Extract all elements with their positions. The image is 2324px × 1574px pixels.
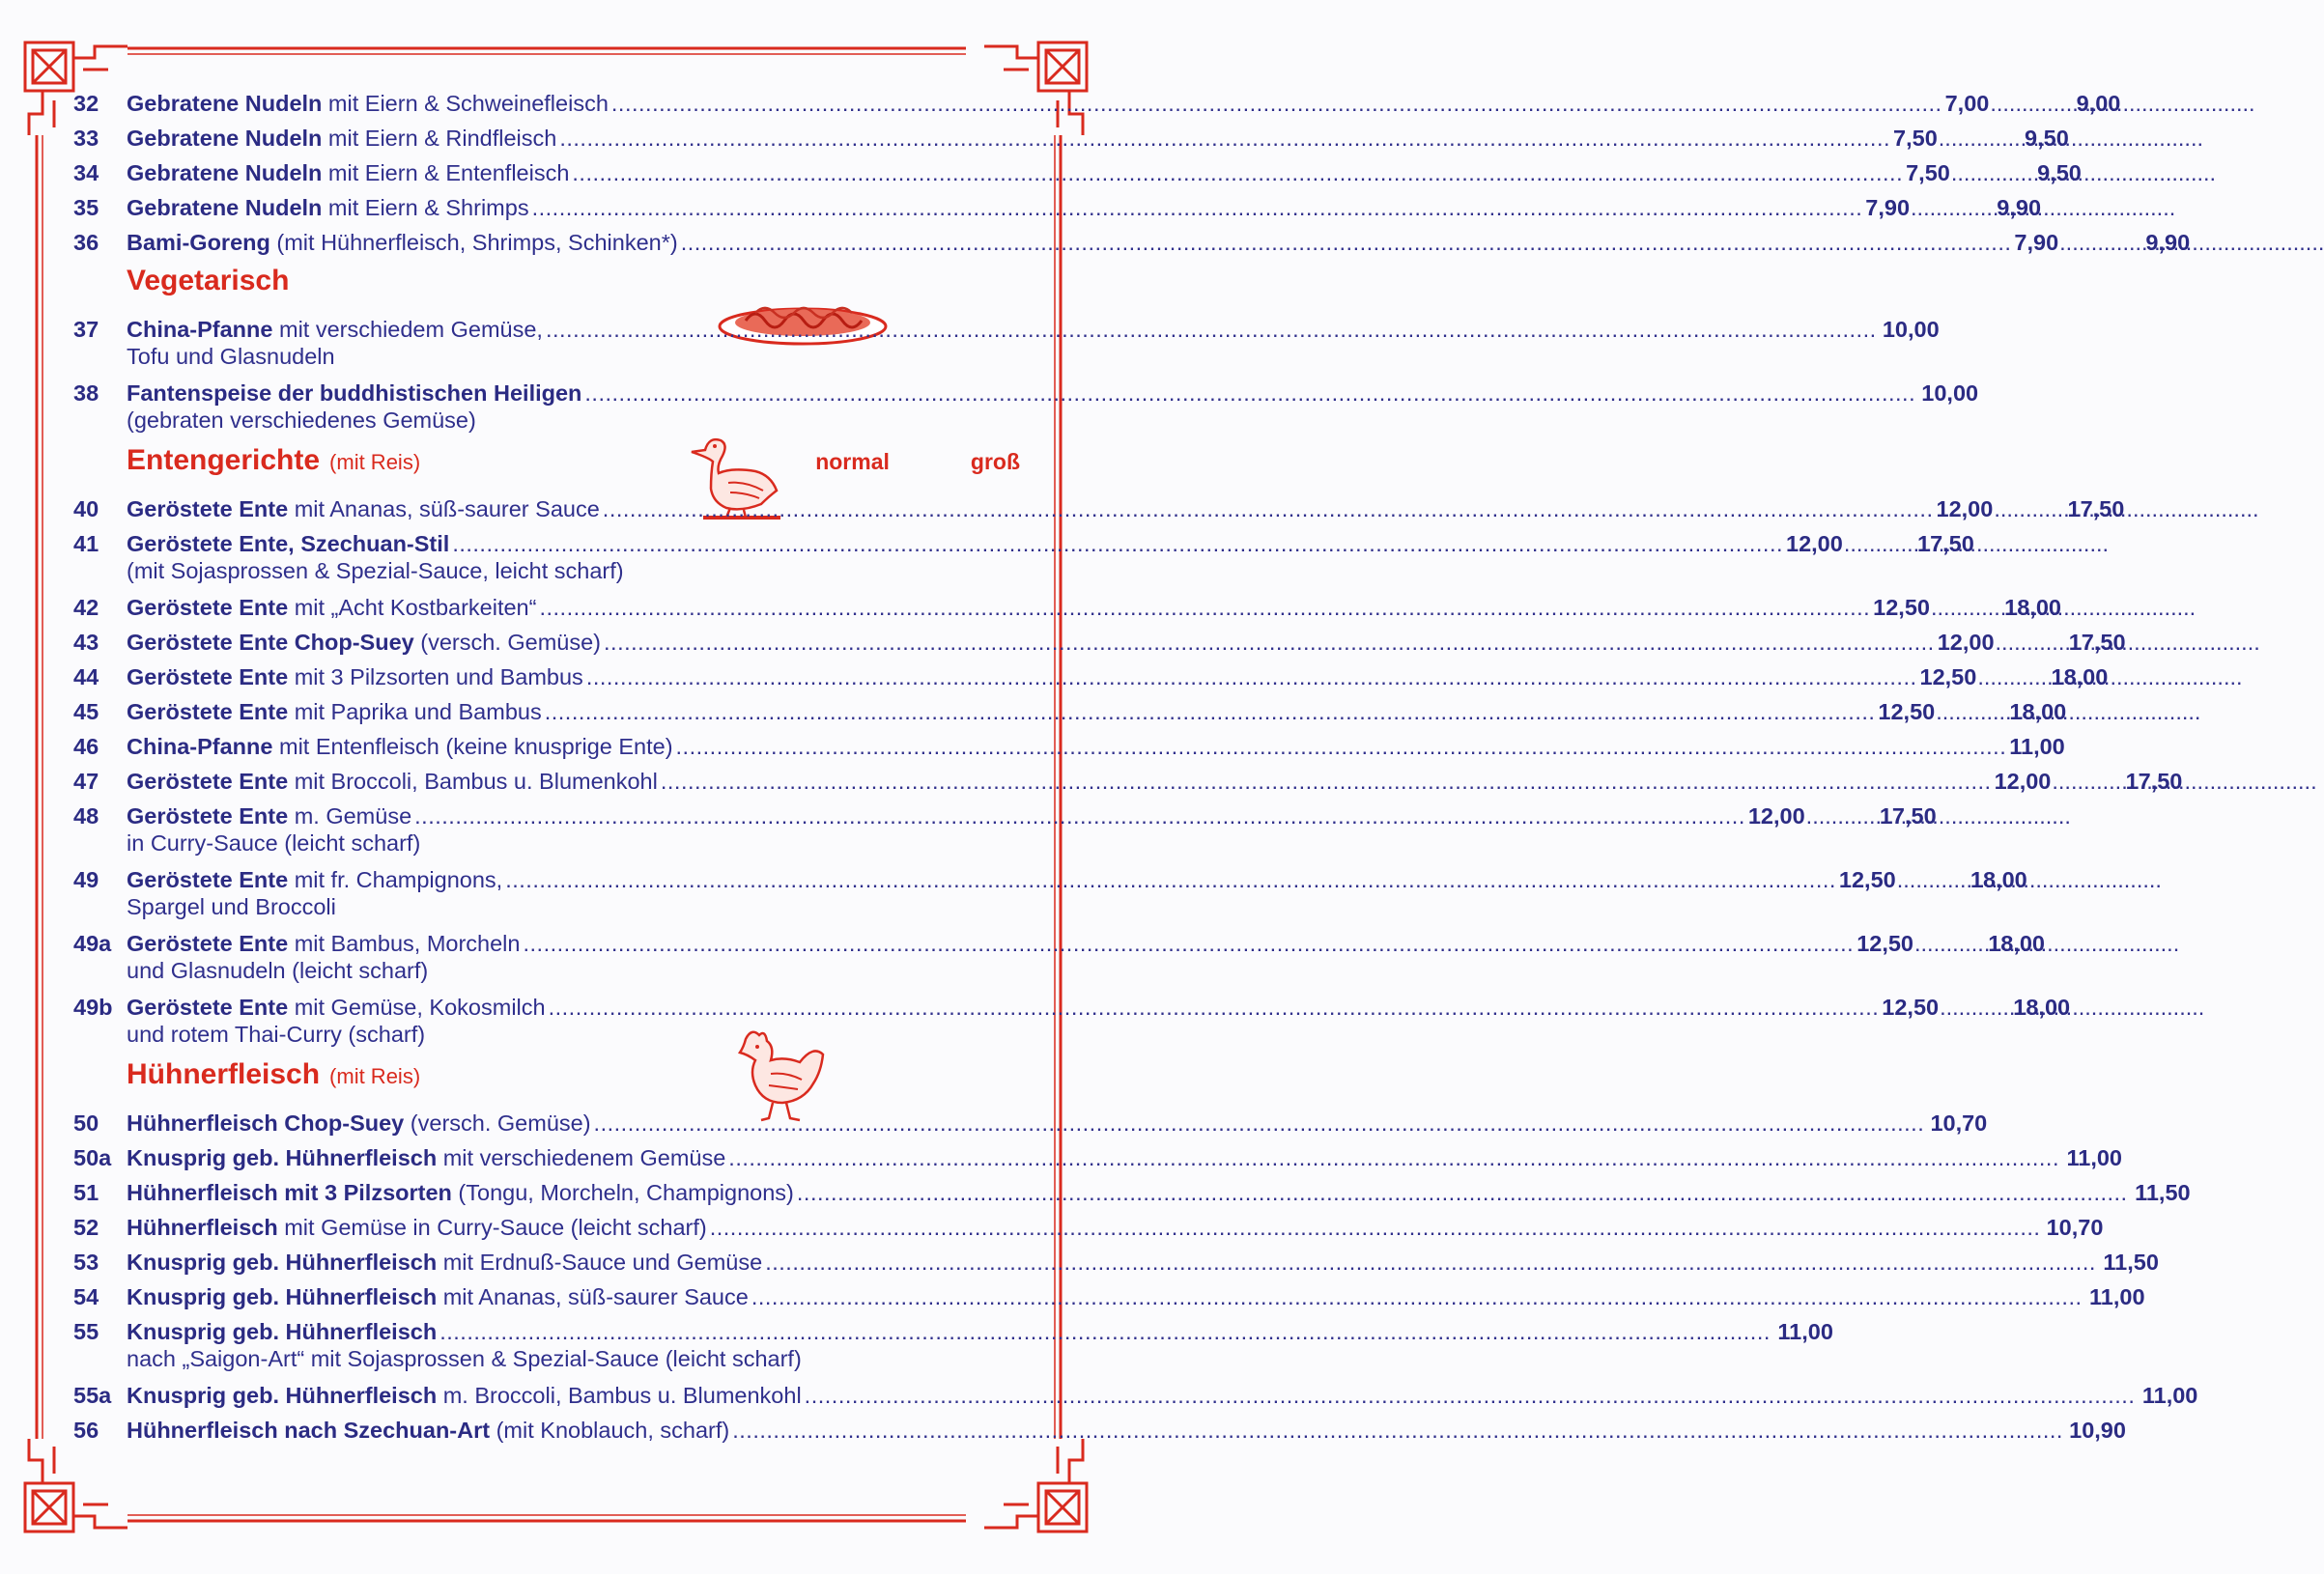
section-title: Hühnerfleisch: [127, 1058, 321, 1090]
price: 10,70: [2046, 1215, 2104, 1240]
item-details: mit verschiedenem Gemüse: [437, 1145, 726, 1170]
price-normal: 7,00: [1944, 91, 1990, 116]
item-details: (versch. Gemüse): [413, 630, 602, 655]
leader-dots: [2059, 230, 2129, 256]
leader-dots: [1939, 126, 2008, 152]
item-details: m. Broccoli, Bambus u. Blumenkohl: [437, 1383, 802, 1408]
item-name: Gebratene Nudeln: [127, 160, 323, 185]
leader-dots: [1806, 803, 1876, 829]
price-large: 9,90: [2145, 230, 2191, 255]
item-subline: (mit Sojasprossen & Spezial-Sauce, leicht scharf): [127, 558, 624, 583]
menu-item-line: [73, 699, 2067, 734]
item-number: 50a: [73, 1145, 112, 1170]
leader-dots: [604, 630, 1935, 656]
leader-dots: [414, 803, 1745, 829]
menu-item-line: [73, 1215, 2104, 1250]
leader-dots: [1844, 531, 1913, 557]
leader-dots: [797, 1180, 2128, 1206]
item-name: Geröstete Ente: [127, 664, 289, 689]
column-header-gross: groß: [970, 449, 1020, 474]
leader-dots: [765, 1250, 2096, 1276]
item-name: Knusprig geb. Hühnerfleisch: [127, 1319, 438, 1344]
leader-dots: [805, 1383, 2136, 1409]
menu-item: [73, 931, 2045, 987]
menu-item: [73, 317, 1940, 373]
item-number: 45: [73, 699, 99, 724]
item-number: 43: [73, 630, 99, 655]
leader-dots: [1911, 195, 1980, 221]
menu-item: [73, 1180, 2191, 1215]
item-name: Hühnerfleisch nach Szechuan-Art: [127, 1418, 491, 1443]
menu-item: [73, 1145, 2122, 1180]
item-description: [127, 595, 536, 621]
menu-item-line: [73, 1180, 2191, 1215]
menu-item: [73, 1110, 1988, 1145]
price: 11,50: [2103, 1250, 2159, 1275]
item-details: mit Eiern & Entenfleisch: [322, 160, 570, 185]
price-large: 9,50: [2025, 126, 2069, 151]
item-description: [127, 126, 556, 152]
leader-dots: [1914, 931, 1984, 957]
menu-section: [73, 91, 2191, 265]
item-description: [127, 1418, 729, 1444]
price-large: 18,00: [1970, 867, 2027, 892]
item-number: 54: [73, 1284, 99, 1309]
item-number: 50: [73, 1110, 99, 1136]
item-name: Geröstete Ente: [127, 699, 289, 724]
item-subline: in Curry-Sauce (leicht scharf): [127, 830, 421, 856]
price-normal: 12,00: [1937, 630, 1995, 655]
menu-item: [73, 496, 2125, 531]
item-description: [127, 91, 609, 117]
item-name: Knusprig geb. Hühnerfleisch: [127, 1250, 438, 1275]
leader-dots: [572, 160, 1903, 186]
item-description: [127, 769, 658, 795]
item-name: Geröstete Ente: [127, 769, 289, 794]
leader-dots: [539, 595, 1870, 621]
menu-item-line: [73, 595, 2061, 630]
menu-content: [73, 91, 2198, 1452]
section-title: Vegetarisch: [127, 265, 290, 296]
price-normal: 12,00: [1747, 803, 1805, 829]
item-number: 40: [73, 496, 99, 521]
item-name: China-Pfanne: [127, 317, 273, 342]
item-description: [127, 531, 449, 557]
item-number: 32: [73, 91, 99, 116]
menu-item: [73, 195, 2042, 230]
item-details: mit Paprika und Bambus: [288, 699, 542, 724]
section-heading: [73, 444, 1020, 496]
item-description: [127, 1180, 794, 1206]
item-description: [127, 1110, 591, 1137]
price-large: 9,50: [2037, 160, 2082, 185]
item-details: mit „Acht Kostbarkeiten“: [288, 595, 537, 620]
leader-dots: [728, 1145, 2059, 1171]
price-large: 17,50: [2067, 496, 2125, 521]
menu-item-line: [73, 195, 2042, 230]
price-normal: 12,50: [1878, 699, 1936, 724]
price: 11,00: [2141, 1383, 2198, 1408]
leader-dots: [751, 1284, 2083, 1310]
leader-dots: [523, 931, 1854, 957]
item-details: mit Ananas, süß-saurer Sauce: [288, 496, 600, 521]
item-details: mit Ananas, süß-saurer Sauce: [437, 1284, 749, 1309]
item-number: 51: [73, 1180, 99, 1205]
menu-item-line: [73, 160, 2082, 195]
item-details: mit Eiern & Shrimps: [322, 195, 529, 220]
item-description: [127, 317, 543, 343]
price-normal: 12,50: [1856, 931, 1913, 956]
item-details: mit Eiern & Rindfleisch: [322, 126, 557, 151]
price-normal: 7,50: [1906, 160, 1950, 185]
price-column-headers: [815, 449, 1020, 475]
item-name: Hühnerfleisch Chop-Suey: [127, 1110, 405, 1136]
item-details: (mit Knoblauch, scharf): [490, 1418, 730, 1443]
menu-item: [73, 769, 2183, 803]
leader-dots: [661, 769, 1992, 795]
section-note: (mit Reis): [329, 450, 421, 474]
menu-item-line: [73, 91, 2121, 126]
item-description: [127, 160, 569, 186]
price-normal: 12,00: [1936, 496, 1994, 521]
menu-item-line: [73, 1418, 2126, 1452]
item-name: China-Pfanne: [127, 734, 273, 759]
item-number: 41: [73, 531, 99, 556]
menu-item-line: [73, 496, 2125, 531]
menu-item: [73, 630, 2126, 664]
price-normal: 12,50: [1838, 867, 1896, 892]
item-subline: Tofu und Glasnudeln: [127, 344, 335, 369]
menu-item-line: [73, 664, 2109, 699]
item-name: Knusprig geb. Hühnerfleisch: [127, 1145, 438, 1170]
item-description: [127, 380, 581, 407]
menu-item: [73, 734, 2065, 769]
menu-item: [73, 126, 2069, 160]
item-details: mit Erdnuß-Sauce und Gemüse: [437, 1250, 763, 1275]
section-title: Entengerichte: [127, 444, 321, 476]
item-name: Fantenspeise der buddhistischen Heiligen: [127, 380, 582, 406]
price-normal: 12,50: [1882, 995, 1940, 1020]
item-name: Gebratene Nudeln: [127, 126, 323, 151]
menu-item-line: [73, 230, 2191, 265]
menu-item-line: [73, 1383, 2198, 1418]
item-number: 55a: [73, 1383, 112, 1408]
price-large: 18,00: [2009, 699, 2067, 724]
item-name: Geröstete Ente, Szechuan-Stil: [127, 531, 450, 556]
leader-dots: [676, 734, 2007, 760]
price-normal: 7,50: [1893, 126, 1938, 151]
leader-dots: [710, 1215, 2041, 1241]
item-details: mit verschiedem Gemüse,: [272, 317, 543, 342]
leader-dots: [549, 995, 1880, 1021]
item-name: Geröstete Ente: [127, 496, 289, 521]
leader-dots: [603, 496, 1934, 522]
price: 10,00: [1921, 380, 1979, 406]
item-number: 37: [73, 317, 99, 342]
item-number: 48: [73, 803, 99, 829]
leader-dots: [1936, 699, 2005, 725]
menu-item: [73, 160, 2082, 195]
leader-dots: [1931, 595, 2000, 621]
price-large: 17,50: [2125, 769, 2183, 794]
item-number: 55: [73, 1319, 99, 1344]
item-name: Geröstete Ente Chop-Suey: [127, 630, 414, 655]
leader-dots: [611, 91, 1942, 117]
item-details: (Tongu, Morcheln, Champignons): [451, 1180, 794, 1205]
menu-item: [73, 1215, 2104, 1250]
item-details: mit Eiern & Schweinefleisch: [322, 91, 609, 116]
item-description: [127, 867, 502, 893]
item-name: Gebratene Nudeln: [127, 91, 323, 116]
leader-dots: [1996, 630, 2065, 656]
leader-dots: [1951, 160, 2021, 186]
leader-dots: [681, 230, 2012, 256]
leader-dots: [559, 126, 1890, 152]
item-details: mit fr. Champignons,: [288, 867, 503, 892]
menu-item: [73, 664, 2109, 699]
price: 10,90: [2069, 1418, 2126, 1443]
item-number: 38: [73, 380, 99, 406]
item-name: Geröstete Ente: [127, 595, 289, 620]
leader-dots: [452, 531, 1783, 557]
item-description: [127, 803, 411, 829]
menu-item: [73, 1284, 2145, 1319]
item-description: [127, 699, 542, 725]
item-name: Gebratene Nudeln: [127, 195, 323, 220]
item-name: Geröstete Ente: [127, 867, 289, 892]
menu-item-line: [73, 1110, 1988, 1145]
section-note: (mit Reis): [329, 1064, 421, 1088]
item-details: mit 3 Pilzsorten und Bambus: [288, 664, 583, 689]
menu-item: [73, 1383, 2198, 1418]
price-large: 17,50: [1879, 803, 1937, 829]
item-subline: und Glasnudeln (leicht scharf): [127, 958, 429, 983]
leader-dots: [594, 1110, 1925, 1137]
price-normal: 12,50: [1919, 664, 1977, 689]
item-subline: nach „Saigon-Art“ mit Sojasprossen & Spezial-Sauce (leicht scharf): [127, 1346, 802, 1371]
item-details: mit Bambus, Morcheln: [288, 931, 521, 956]
menu-section: [73, 265, 1979, 436]
price-normal: 11,00: [2009, 734, 2065, 759]
menu-item: [73, 995, 2071, 1051]
item-description: [127, 995, 546, 1021]
price-large: 18,00: [1988, 931, 2045, 956]
price: 11,00: [2089, 1284, 2145, 1309]
item-description: [127, 1215, 707, 1241]
leader-dots: [546, 317, 1877, 343]
item-number: 47: [73, 769, 99, 794]
menu-item: [73, 91, 2121, 126]
item-description: [127, 1284, 749, 1310]
item-details: mit Entenfleisch (keine knusprige Ente): [272, 734, 673, 759]
menu-item: [73, 1418, 2126, 1452]
menu-item-line: [73, 1284, 2145, 1319]
item-number: 33: [73, 126, 99, 151]
price: 10,70: [1930, 1110, 1988, 1136]
item-number: 49a: [73, 931, 112, 956]
item-description: [127, 195, 529, 221]
item-description: [127, 734, 673, 760]
item-description: [127, 931, 520, 957]
leader-dots: [586, 664, 1917, 690]
section-heading: [73, 265, 1020, 317]
item-number: 46: [73, 734, 99, 759]
item-subline: und rotem Thai-Curry (scharf): [127, 1022, 426, 1047]
item-number: 52: [73, 1215, 99, 1240]
price-normal: 12,00: [1786, 531, 1843, 556]
menu-item: [73, 595, 2061, 630]
item-number: 53: [73, 1250, 99, 1275]
price-large: 9,00: [2076, 91, 2121, 116]
price-large: 9,90: [1997, 195, 2042, 220]
menu-item-line: [73, 734, 2065, 769]
item-name: Knusprig geb. Hühnerfleisch: [127, 1383, 438, 1408]
item-description: [127, 230, 678, 256]
menu-item: [73, 699, 2067, 734]
item-number: 44: [73, 664, 99, 689]
leader-dots: [1994, 496, 2063, 522]
menu-section: [73, 444, 2183, 1051]
item-number: 49: [73, 867, 99, 892]
section-heading: [73, 1058, 1020, 1110]
menu-item: [73, 230, 2191, 265]
item-number: 56: [73, 1418, 99, 1443]
price: 11,50: [2135, 1180, 2191, 1205]
leader-dots: [1990, 91, 2059, 117]
price-large: 17,50: [2068, 630, 2126, 655]
leader-dots: [732, 1418, 2063, 1444]
leader-dots: [584, 380, 1915, 407]
price: 11,00: [2066, 1145, 2122, 1170]
price-normal: 7,90: [1865, 195, 1911, 220]
price: 10,00: [1882, 317, 1940, 342]
item-name: Bami-Goreng: [127, 230, 270, 255]
menu-item: [73, 867, 2027, 923]
menu-item: [73, 380, 1979, 436]
price-normal: 7,90: [2014, 230, 2059, 255]
menu-item: [73, 531, 1974, 587]
item-subline: Spargel und Broccoli: [127, 894, 336, 919]
item-name: Knusprig geb. Hühnerfleisch: [127, 1284, 438, 1309]
menu-item: [73, 1319, 1833, 1375]
leader-dots: [1897, 867, 1967, 893]
item-description: [127, 630, 601, 656]
item-number: 36: [73, 230, 99, 255]
leader-dots: [1940, 995, 2009, 1021]
item-description: [127, 1383, 802, 1409]
leader-dots: [505, 867, 1836, 893]
leader-dots: [532, 195, 1863, 221]
item-name: Hühnerfleisch: [127, 1215, 278, 1240]
item-name: Geröstete Ente: [127, 803, 289, 829]
menu-item-line: [73, 1250, 2159, 1284]
item-name: Hühnerfleisch mit 3 Pilzsorten: [127, 1180, 452, 1205]
item-details: (versch. Gemüse): [404, 1110, 591, 1136]
menu-item-line: [73, 1145, 2122, 1180]
price-normal: 12,00: [1994, 769, 2052, 794]
item-details: (mit Hühnerfleisch, Shrimps, Schinken*): [269, 230, 678, 255]
menu-item-line: [73, 126, 2069, 160]
price-large: 18,00: [2004, 595, 2061, 620]
item-description: [127, 664, 583, 690]
menu-item-line: [73, 630, 2126, 664]
price-large: 18,00: [2051, 664, 2109, 689]
menu-section: [73, 1058, 2198, 1452]
item-number: 49b: [73, 995, 113, 1020]
item-name: Geröstete Ente: [127, 931, 289, 956]
leader-dots: [2052, 769, 2121, 795]
item-description: [127, 1145, 725, 1171]
item-number: 35: [73, 195, 99, 220]
column-header-normal: normal: [815, 449, 890, 474]
item-name: Geröstete Ente: [127, 995, 289, 1020]
price-normal: 12,50: [1873, 595, 1930, 620]
leader-dots: [1977, 664, 2047, 690]
item-details: mit Gemüse, Kokosmilch: [288, 995, 546, 1020]
item-details: mit Broccoli, Bambus u. Blumenkohl: [288, 769, 658, 794]
price-large: 18,00: [2013, 995, 2071, 1020]
leader-dots: [545, 699, 1876, 725]
item-description: [127, 1319, 437, 1345]
leader-dots: [439, 1319, 1771, 1345]
item-subline: (gebraten verschiedenes Gemüse): [127, 408, 476, 433]
price-large: 17,50: [1917, 531, 1974, 556]
item-description: [127, 1250, 762, 1276]
menu-item-line: [73, 769, 2183, 803]
item-number: 42: [73, 595, 99, 620]
price: 11,00: [1777, 1319, 1833, 1344]
item-details: m. Gemüse: [288, 803, 412, 829]
menu-item: [73, 1250, 2159, 1284]
item-details: mit Gemüse in Curry-Sauce (leicht scharf): [277, 1215, 707, 1240]
item-description: [127, 496, 600, 522]
item-number: 34: [73, 160, 99, 185]
menu-item: [73, 803, 1937, 859]
